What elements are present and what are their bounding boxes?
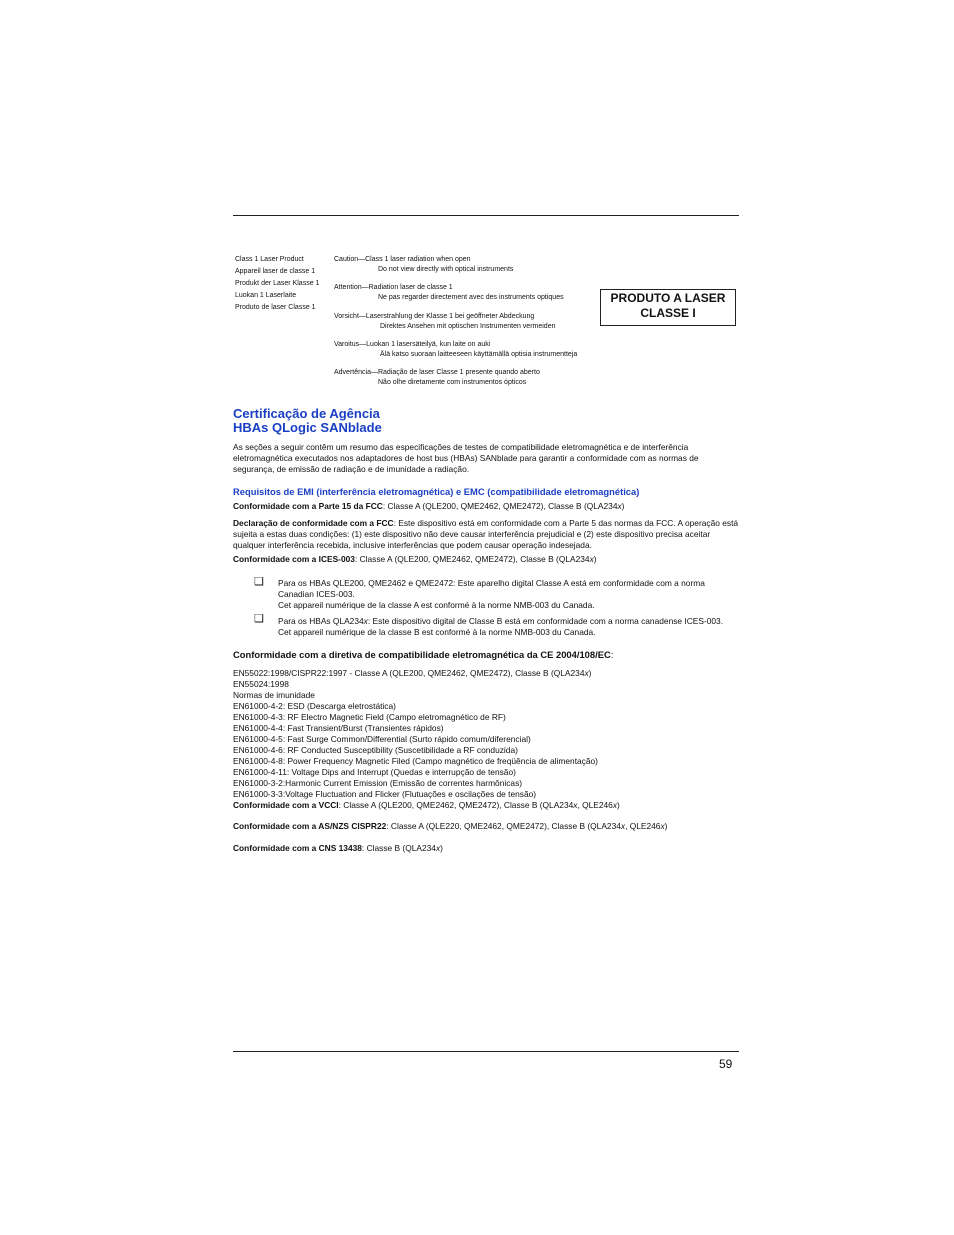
intro-paragraph: As seções a seguir contêm um resumo das especificações de testes de compatibilidade eletromagnética e de interferência eletromagnética executados nos adaptadores de host bus (HBAs) SANblade para garantir a conformidade com as normas de segurança, de emissão de radiação e de imunidade a radiação. [233, 442, 699, 474]
section-title-line: HBAs QLogic SANblade [233, 420, 382, 435]
standards-item: EN61000-4-5: Fast Surge Common/Differential (Surto rápido comum/diferencial) [233, 734, 531, 744]
vcci-label: Conformidade com a VCCI [233, 800, 339, 810]
warning-line: Vorsicht—Laserstrahlung der Klasse 1 bei geöffneter Abdeckung [334, 313, 535, 320]
emi-heading: Requisitos de EMI (interferência eletromagnética) e EMC (compatibilidade eletromagnética) [233, 486, 640, 497]
bullet-line [278, 616, 738, 627]
cns-suffix: ) [440, 843, 443, 853]
page-number: 59 [719, 1057, 733, 1071]
standards-item: EN61000-4-4: Fast Transient/Burst (Transientes rápidos) [233, 723, 444, 733]
bullet-rest: : Este dispositivo digital de Classe B está em conformidade com a norma canadense ICES-003. [367, 616, 724, 626]
fcc-label: Conformidade com a Parte 15 da FCC [233, 501, 383, 511]
asnzs-label: Conformidade com a AS/NZS CISPR22 [233, 821, 387, 831]
asnzs-mid: QLE246 [629, 821, 661, 831]
italic-x: x [573, 800, 578, 810]
warning-line: Attention—Radiation laser de classe 1 [334, 284, 453, 291]
standards-item: EN61000-4-2: ESD (Descarga eletrostática) [233, 701, 396, 711]
laser-product-item: Produto de laser Classe 1 [235, 304, 316, 311]
italic-x: x [617, 501, 622, 511]
laser-product-list [235, 254, 319, 314]
italic-x: x [584, 668, 589, 678]
vcci-mid: QLE246 [582, 800, 613, 810]
vcci-line [233, 800, 620, 811]
cns-line [233, 843, 743, 854]
italic-x: x [435, 843, 441, 853]
en55022-text: EN55022:1998/CISPR22:1997 - Classe A (QLE200, QME2462, QME2472), Classe B (QLA234 [233, 668, 585, 678]
en55022-suffix: ) [588, 668, 592, 678]
standards-item: EN61000-4-3: RF Electro Magnetic Field (Campo eletromagnético de RF) [233, 712, 506, 722]
vcci-text: : Classe A (QLE200, QME2462, QME2472), Classe B (QLA234 [338, 800, 574, 810]
laser-class-box [600, 289, 736, 326]
standards-item: EN55024:1998 [233, 679, 289, 689]
laser-product-item: Appareil laser de classe 1 [235, 268, 316, 275]
laser-box-line: PRODUTO A LASER [610, 291, 726, 305]
laser-box-line: CLASSE I [640, 306, 696, 320]
section-title [233, 407, 382, 435]
fcc-declaration [233, 518, 743, 551]
italic-x: x [660, 821, 665, 831]
warning-line: Ne pas regarder directement avec des instruments optiques [378, 294, 564, 301]
bullet-item [278, 578, 738, 611]
standards-item: EN61000-4-6: RF Conducted Susceptibility (Suscetibilidade a RF conduzida) [233, 745, 518, 755]
laser-warning-fi [334, 339, 577, 361]
warning-line: Älä katso suoraan laitteeseen käyttämällä optisia instrumentteja [380, 351, 578, 358]
cns-text: : Classe B (QLA234 [361, 843, 436, 853]
asnzs-line [233, 821, 743, 832]
ce-heading-colon: : [610, 649, 614, 660]
bullet-line: Canadian ICES-003. [278, 589, 355, 599]
ce-heading [233, 649, 743, 660]
cns-label: Conformidade com a CNS 13438 [233, 843, 362, 853]
fcc-line [233, 501, 743, 512]
section-title-line: Certificação de Agência [233, 406, 380, 421]
laser-product-item: Luokan 1 Laserlaite [235, 292, 297, 299]
laser-warning-fr [334, 282, 564, 304]
standards-item: Normas de imunidade [233, 690, 315, 700]
ices-label: Conformidade com a ICES-003 [233, 554, 355, 564]
italic-x: x [620, 821, 626, 831]
bottom-rule [233, 1051, 739, 1052]
laser-product-item: Produkt der Laser Klasse 1 [235, 280, 320, 287]
bullet-line: Para os HBAs QLE200, QME2462 e QME2472: Este aparelho digital Classe A está em conformidade com a norma [278, 578, 705, 588]
fcc-decl-text: : Este dispositivo está em conformidade com a Parte 5 das normas da FCC. A operação está sujeita a estas duas condições: (1) este dispositivo não deve causar interferência prejudicial e (2) este dispositivo precisa aceitar qualquer interferência recebida, inclusive interferências que podem causar operação indesejada. [233, 518, 739, 550]
warning-line: Varoitus—Luokan 1 lasersäteilyä, kun laite on auki [334, 341, 491, 348]
italic-x: x [363, 616, 368, 626]
italic-x: x [612, 800, 618, 810]
fcc-suffix: ) [621, 501, 625, 511]
vcci-suffix: ) [617, 800, 620, 810]
standards-list [233, 668, 620, 811]
checkbox-bullet-icon: ❑ [254, 613, 264, 625]
bullet-line: Cet appareil numérique de la classe B est conformé à la norme NMB-003 du Canada. [278, 627, 596, 637]
laser-warning-en [334, 254, 513, 276]
ices-suffix: ) [593, 554, 597, 564]
ices-line [233, 554, 743, 565]
comma: , [577, 800, 583, 810]
ices-text: : Classe A (QLE200, QME2462, QME2472), Classe B (QLA234 [354, 554, 590, 564]
top-rule [233, 215, 739, 216]
laser-warning-pt [334, 367, 540, 389]
standards-item [233, 668, 620, 679]
comma: , [625, 821, 630, 831]
standards-item: EN61000-4-8: Power Frequency Magnetic Filed (Campo magnético de freqüência de alimentação) [233, 756, 598, 766]
checkbox-bullet-icon: ❑ [254, 576, 264, 588]
fcc-text: : Classe A (QLE200, QME2462, QME2472), Classe B (QLA234 [382, 501, 618, 511]
warning-line: Direktes Ansehen mit optischen Instrumenten vermeiden [380, 323, 556, 330]
standards-item: EN61000-4-11: Voltage Dips and Interrupt (Quedas e interrupção de tensão) [233, 767, 516, 777]
bullet-line: Cet appareil numérique de la classe A est conformé à la norme NMB-003 du Canada. [278, 600, 595, 610]
ce-heading-text: Conformidade com a diretiva de compatibilidade eletromagnética da CE 2004/108/EC [233, 649, 611, 660]
asnzs-text: : Classe A (QLE220, QME2462, QME2472), Classe B (QLA234 [386, 821, 621, 831]
warning-line: Advertência—Radiação de laser Classe 1 presente quando aberto [334, 369, 540, 376]
asnzs-suffix: ) [664, 821, 668, 831]
italic-x: x [589, 554, 594, 564]
laser-warning-de [334, 311, 555, 333]
standards-item: EN61000-3-2:Harmonic Current Emission (Emissão de correntes harmônicas) [233, 778, 523, 788]
bullet-prefix: Para os HBAs QLA234 [278, 616, 364, 626]
warning-line: Não olhe diretamente com instrumentos ópticos [378, 379, 527, 386]
warning-line: Do not view directly with optical instruments [378, 266, 514, 273]
laser-product-item: Class 1 Laser Product [235, 256, 304, 263]
warning-line: Caution—Class 1 laser radiation when open [334, 256, 471, 263]
bullet-item [278, 616, 738, 638]
fcc-decl-label: Declaração de conformidade com a FCC [233, 518, 394, 528]
standards-item: EN61000-3-3:Voltage Fluctuation and Flicker (Flutuações e oscilações de tensão) [233, 789, 537, 799]
